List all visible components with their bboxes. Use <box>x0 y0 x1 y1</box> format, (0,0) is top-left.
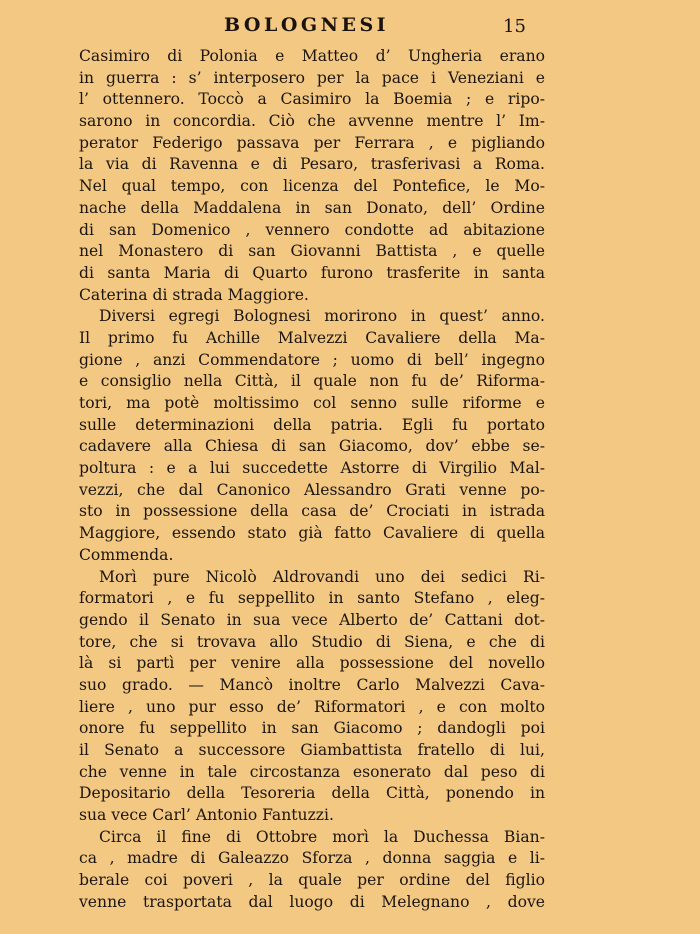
text-line: il Senato a successore Giambattista fratello di lui, <box>79 741 545 759</box>
text-line: Casimiro di Polonia e Matteo d’ Ungheria erano <box>79 47 545 65</box>
text-line: sulle determinazioni della patria. Egli fu portato <box>79 415 545 434</box>
text-line: sua vece Carl’ Antonio Fantuzzi. <box>79 806 334 825</box>
text-line: che venne in tale circostanza esonerato dal peso di <box>79 762 545 781</box>
text-line: Commenda. <box>79 545 174 564</box>
text-line: Diversi egregi Bolognesi morirono in quest’ anno. <box>99 307 545 326</box>
page-number: 15 <box>503 16 526 37</box>
text-line: gione , anzi Commendatore ; uomo di bell’ ingegno <box>79 350 545 369</box>
text-line: l’ ottennero. Toccò a Casimiro la Boemia ; e ripo- <box>79 90 545 109</box>
text-line: là si partì per venire alla possessione del novello <box>79 654 545 673</box>
text-line: di santa Maria di Quarto furono trasferite in santa <box>79 263 545 282</box>
text-line: nache della Maddalena in san Donato, dell’ Ordine <box>79 198 545 217</box>
text-line: cadavere alla Chiesa di san Giacomo, dov’ ebbe se- <box>79 437 545 456</box>
text-line: in guerra : s’ interposero per la pace i Veneziani e <box>79 68 545 87</box>
text-line: vezzi, che dal Canonico Alessandro Grati venne po- <box>79 480 545 499</box>
text-line: perator Federigo passava per Ferrara , e pigliando <box>79 133 545 152</box>
text-line: Circa il fine di Ottobre morì la Duchessa Bian- <box>99 827 545 846</box>
running-head <box>0 14 700 42</box>
text-line: Maggiore, essendo stato già fatto Cavaliere di quella <box>79 524 545 543</box>
text-line: Morì pure Nicolò Aldrovandi uno dei sedici Ri- <box>99 567 545 586</box>
text-line: liere , uno pur esso de’ Riformatori , e con molto <box>79 697 545 716</box>
text-line: berale coi poveri , la quale per ordine del figlio <box>79 871 545 890</box>
text-line: nel Monastero di san Giovanni Battista , e quelle <box>79 242 545 261</box>
running-title: BOLOGNESI <box>224 14 390 36</box>
text-line: sarono in concordia. Ciò che avvenne mentre l’ Im- <box>79 112 545 131</box>
text-line: poltura : e a lui succedette Astorre di Virgilio Mal- <box>79 459 545 478</box>
text-line: Caterina di strada Maggiore. <box>79 285 309 304</box>
text-line: onore fu seppellito in san Giacomo ; dandogli poi <box>79 719 545 738</box>
text-line: suo grado. — Mancò inoltre Carlo Malvezzi Cava- <box>79 675 545 694</box>
text-line: Nel qual tempo, con licenza del Pontefice, le Mo- <box>79 177 545 196</box>
text-line: formatori , e fu seppellito in santo Stefano , eleg- <box>79 589 545 608</box>
text-line: sto in possessione della casa de’ Crociati in istrada <box>79 502 545 521</box>
text-line: la via di Ravenna e di Pesaro, trasferivasi a Roma. <box>79 155 545 174</box>
text-line: Il primo fu Achille Malvezzi Cavaliere della Ma- <box>79 328 545 347</box>
text-line: Depositario della Tesoreria della Città, ponendo in <box>79 784 545 803</box>
text-line: gendo il Senato in sua vece Alberto de’ Cattani dot- <box>79 610 545 629</box>
text-line: tore, che si trovava allo Studio di Siena, e che di <box>79 632 545 651</box>
text-line: tori, ma potè moltissimo col senno sulle riforme e <box>79 394 545 412</box>
text-line: ca , madre di Galeazzo Sforza , donna saggia e li- <box>79 849 545 868</box>
text-line: e consiglio nella Città, il quale non fu de’ Riforma- <box>79 372 545 391</box>
body-text <box>79 46 545 914</box>
text-line: venne trasportata dal luogo di Melegnano , dove <box>79 892 545 911</box>
text-line: di san Domenico , vennero condotte ad abitazione <box>79 220 545 239</box>
